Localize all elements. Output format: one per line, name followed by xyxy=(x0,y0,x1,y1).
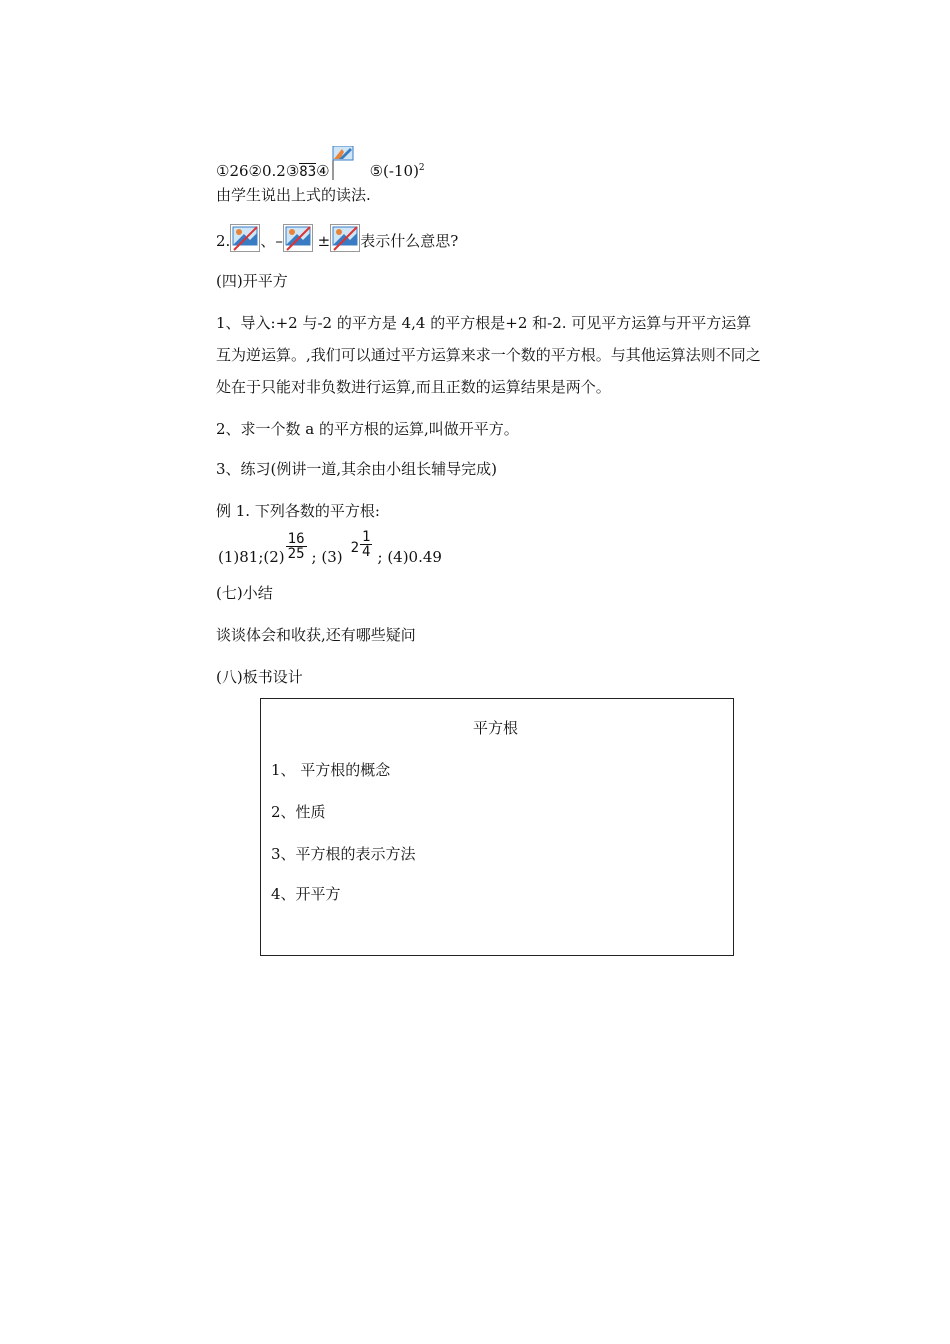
summary-text: 谈谈体会和收获,还有哪些疑问 xyxy=(216,626,416,644)
section-heading-board-design: (八)板书设计 xyxy=(216,668,303,686)
broken-image-icon xyxy=(283,224,313,252)
board-item: 4、开平方 xyxy=(271,885,341,903)
section-heading-kaipingfang: (四)开平方 xyxy=(216,272,288,290)
fraction-denominator: 4 xyxy=(362,544,371,560)
mixed-number-whole: 2 xyxy=(350,540,360,556)
board-design-box xyxy=(260,698,734,956)
question-sep1: 、– xyxy=(260,232,283,250)
board-item: 2、性质 xyxy=(271,803,326,821)
board-title: 平方根 xyxy=(473,719,519,737)
question-line xyxy=(216,224,458,255)
example-item-2-prefix: (2) xyxy=(263,548,285,566)
intro-paragraph-line2: 互为逆运算。,我们可以通过平方运算来求一个数的平方根。与其他运算法则不同之 xyxy=(216,346,761,364)
example-item-3-prefix: (3) xyxy=(321,548,343,566)
question-suffix: 表示什么意思? xyxy=(360,232,459,250)
expression-part-b: ④ xyxy=(316,162,330,180)
example-items xyxy=(218,524,442,581)
practice-paragraph: 3、练习(例讲一道,其余由小组长辅导完成) xyxy=(216,460,498,478)
example-item-1: (1)81; xyxy=(218,548,264,566)
fraction-numerator: 16 xyxy=(287,531,305,547)
example-item-2-suffix: ; xyxy=(311,548,317,566)
fraction-numerator: 1 xyxy=(362,529,371,545)
expression-line xyxy=(216,146,425,180)
expression-part-c: ⑤(-10) xyxy=(369,162,419,180)
fraction-denominator: 25 xyxy=(287,546,305,562)
section-heading-summary: (七)小结 xyxy=(216,584,273,602)
broken-image-icon xyxy=(330,224,360,252)
definition-paragraph: 2、求一个数 a 的平方根的运算,叫做开平方。 xyxy=(216,420,519,438)
broken-image-icon xyxy=(230,224,260,252)
example-title: 例 1. 下列各数的平方根: xyxy=(216,502,380,520)
example-item-4: (4)0.49 xyxy=(387,548,442,566)
intro-paragraph-line3: 处在于只能对非负数进行运算,而且正数的运算结果是两个。 xyxy=(216,378,611,396)
intro-paragraph-line1: 1、导入:+2 与-2 的平方是 4,4 的平方根是+2 和-2. 可见平方运算与开平方运算 xyxy=(216,314,752,332)
fraction-1-4 xyxy=(360,530,372,559)
question-sep2: ± xyxy=(317,232,331,250)
example-item-3-suffix: ; xyxy=(377,548,383,566)
overline-number: 83 xyxy=(299,164,317,180)
question-prefix: 2. xyxy=(216,232,231,250)
broken-image-icon xyxy=(330,146,356,180)
board-item: 3、平方根的表示方法 xyxy=(271,845,416,863)
exponent: 2 xyxy=(418,163,425,173)
fraction-16-25 xyxy=(286,532,307,561)
expression-part-a: ①26②0.2③ xyxy=(216,162,300,180)
reading-instruction: 由学生说出上式的读法. xyxy=(216,186,371,204)
board-item: 1、 平方根的概念 xyxy=(271,761,391,779)
